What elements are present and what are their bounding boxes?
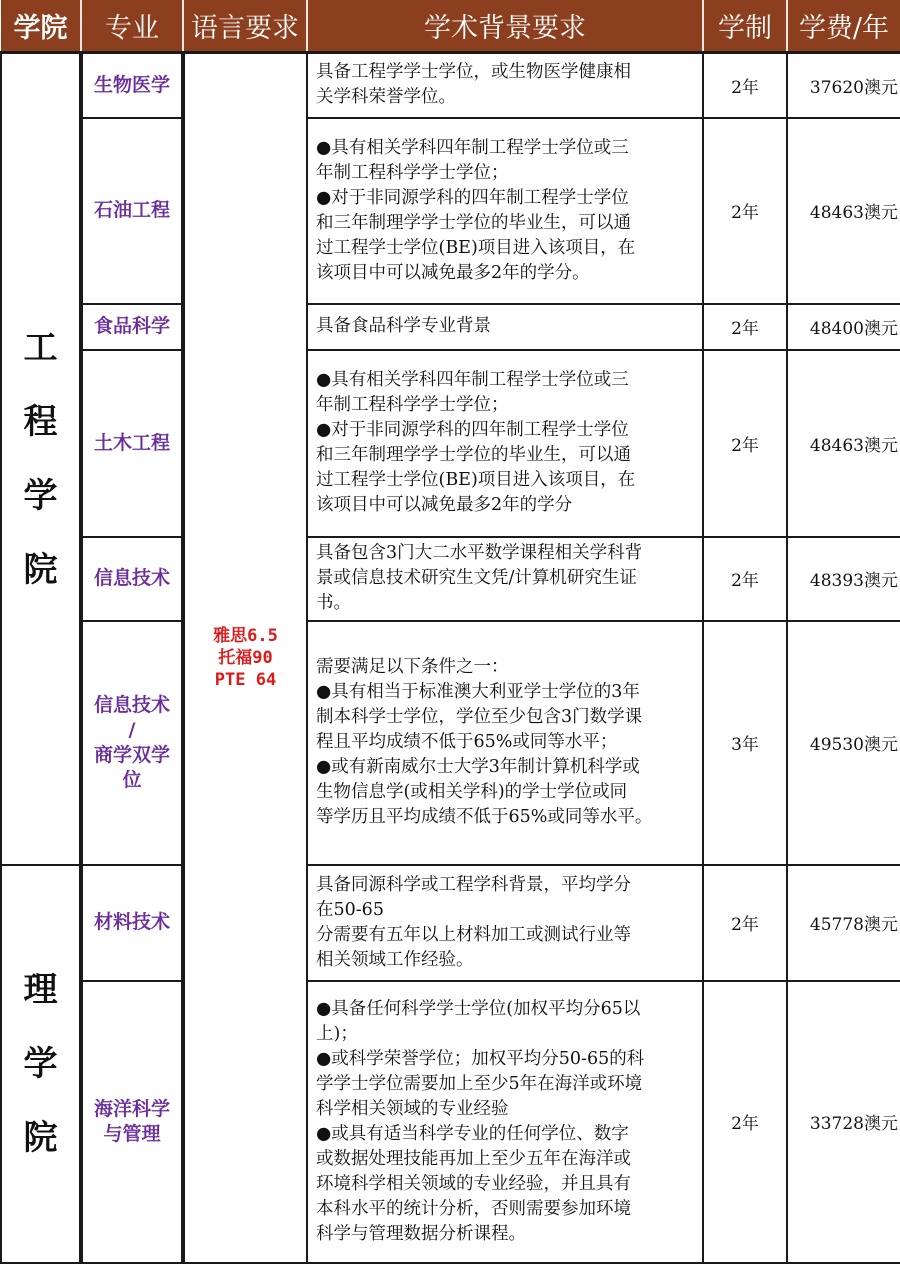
ielts: 雅思6.5 xyxy=(213,625,278,646)
req-line: ●对于非同源学科的四年制工程学士学位 xyxy=(316,187,629,208)
fee-cell: 48463澳元 xyxy=(787,118,900,304)
duration-cell: 2年 xyxy=(703,865,787,981)
duration-cell: 2年 xyxy=(703,304,787,350)
dept-char: 工 xyxy=(23,327,58,368)
major-line: 商学双学 xyxy=(93,743,170,766)
academic-cell xyxy=(307,621,703,865)
pte: PTE 64 xyxy=(214,669,277,690)
req-line: 具备包含3门大二水平数学课程相关学科背 xyxy=(316,543,643,563)
req-line: ●具备任何科学学士学位(加权平均分65以 xyxy=(316,998,641,1019)
header-fee: 学费/年 xyxy=(787,0,900,53)
table-row xyxy=(1,981,900,1263)
table-row xyxy=(1,304,900,350)
major-line: 位 xyxy=(122,768,142,791)
fee-cell: 48393澳元 xyxy=(787,537,900,621)
req-line: ●或有新南威尔士大学3年制计算机科学或 xyxy=(316,757,640,777)
major-cell: 石油工程 xyxy=(81,118,183,304)
req-line: 相关领域工作经验。 xyxy=(316,949,474,970)
req-line: 需要满足以下条件之一： xyxy=(316,657,509,677)
req-line: 分需要有五年以上材料加工或测试行业等 xyxy=(316,924,631,945)
table-header xyxy=(1,0,900,53)
dept-char: 程 xyxy=(23,401,58,442)
dept-science xyxy=(1,865,81,1263)
req-line: 该项目中可以减免最多2年的学分 xyxy=(316,495,573,515)
toefl: 托福90 xyxy=(218,647,273,668)
req-line: ●对于非同源学科的四年制工程学士学位 xyxy=(316,420,629,440)
header-duration: 学制 xyxy=(703,0,787,53)
req-line: 科学相关领域的专业经验 xyxy=(316,1098,509,1119)
fee-cell: 37620澳元 xyxy=(787,53,900,118)
header-lang: 语言要求 xyxy=(183,0,307,53)
req-line: 年制工程科学学士学位； xyxy=(316,395,509,415)
req-line: 具备食品科学专业背景 xyxy=(316,316,491,336)
fee-cell: 48463澳元 xyxy=(787,350,900,537)
header-dept: 学院 xyxy=(1,0,81,53)
major-line: 海洋科学 xyxy=(93,1097,170,1120)
req-line: 年制工程科学学士学位； xyxy=(316,162,509,183)
duration-cell: 2年 xyxy=(703,537,787,621)
dept-char: 学 xyxy=(23,475,58,516)
table-row xyxy=(1,350,900,537)
major-cell: 生物医学 xyxy=(81,53,183,118)
duration-cell: 3年 xyxy=(703,621,787,865)
major-line: 与管理 xyxy=(103,1122,161,1145)
req-line: 等学历且平均成绩不低于65%或同等水平。 xyxy=(316,807,653,827)
table-row xyxy=(1,118,900,304)
req-line: 环境科学相关领域的专业经验，并且具有 xyxy=(316,1173,631,1194)
req-line: 程且平均成绩不低于65%或同等水平； xyxy=(316,732,618,752)
dept-char: 院 xyxy=(23,1117,58,1158)
fee-cell: 45778澳元 xyxy=(787,865,900,981)
req-line: 生物信息学(或相关学科)的学士学位或同 xyxy=(316,782,628,802)
req-line: 过工程学士学位(BE)项目进入该项目，在 xyxy=(316,237,636,258)
major-cell xyxy=(81,981,183,1263)
req-line: 具备工程学学士学位，或生物医学健康相 xyxy=(316,62,631,83)
major-line: / xyxy=(128,718,136,741)
req-line: 景或信息技术研究生文凭/计算机研究生证 xyxy=(316,568,637,588)
req-line: ●或科学荣誉学位；加权平均分50-65的科 xyxy=(316,1048,645,1069)
academic-cell xyxy=(307,537,703,621)
req-line: 或数据处理技能再加上至少五年在海洋或 xyxy=(316,1148,631,1169)
fee-cell: 33728澳元 xyxy=(787,981,900,1263)
req-line: 上)； xyxy=(316,1023,358,1044)
req-line: 关学科荣誉学位。 xyxy=(316,87,456,108)
req-line: 书。 xyxy=(316,593,351,613)
req-line: 科学与管理数据分析课程。 xyxy=(316,1223,526,1244)
academic-cell xyxy=(307,304,703,350)
duration-cell: 2年 xyxy=(703,53,787,118)
req-line: ●具有相当于标准澳大利亚学士学位的3年 xyxy=(316,682,640,702)
fee-cell: 48400澳元 xyxy=(787,304,900,350)
dept-char: 学 xyxy=(23,1043,58,1084)
table-row xyxy=(1,865,900,981)
req-line: ●或具有适当科学专业的任何学位、数字 xyxy=(316,1123,629,1144)
academic-cell xyxy=(307,865,703,981)
academic-cell xyxy=(307,118,703,304)
req-line: 学学士学位需要加上至少5年在海洋或环境 xyxy=(316,1073,643,1094)
req-line: 该项目中可以减免最多2年的学分。 xyxy=(316,262,590,283)
duration-cell: 2年 xyxy=(703,350,787,537)
dept-char: 理 xyxy=(23,969,58,1010)
req-line: 和三年制理学学士学位的毕业生，可以通 xyxy=(316,445,631,465)
table-row xyxy=(1,53,900,118)
table-row xyxy=(1,537,900,621)
req-line: 和三年制理学学士学位的毕业生，可以通 xyxy=(316,212,631,233)
major-cell: 食品科学 xyxy=(81,304,183,350)
header-major: 专业 xyxy=(81,0,183,53)
req-line: 在50-65 xyxy=(316,899,384,920)
dept-char: 院 xyxy=(23,549,58,590)
req-line: 过工程学士学位(BE)项目进入该项目，在 xyxy=(316,470,636,490)
req-line: 具备同源科学或工程学科背景，平均学分 xyxy=(316,874,631,895)
language-requirement xyxy=(183,53,307,1263)
table-row xyxy=(1,621,900,865)
dept-engineering xyxy=(1,53,81,865)
req-line: 制本科学士学位，学位至少包含3门数学课 xyxy=(316,707,643,727)
req-line: ●具有相关学科四年制工程学士学位或三 xyxy=(316,137,629,158)
major-line: 信息技术 xyxy=(93,693,170,716)
major-cell: 材料技术 xyxy=(81,865,183,981)
academic-cell xyxy=(307,350,703,537)
major-cell xyxy=(81,621,183,865)
academic-cell xyxy=(307,53,703,118)
academic-cell xyxy=(307,981,703,1263)
req-line: 本科水平的统计分析，否则需要参加环境 xyxy=(316,1198,631,1219)
duration-cell: 2年 xyxy=(703,981,787,1263)
major-cell: 信息技术 xyxy=(81,537,183,621)
req-line: ●具有相关学科四年制工程学士学位或三 xyxy=(316,370,629,390)
fee-cell: 49530澳元 xyxy=(787,621,900,865)
duration-cell: 2年 xyxy=(703,118,787,304)
header-academic: 学术背景要求 xyxy=(307,0,703,53)
major-cell: 土木工程 xyxy=(81,350,183,537)
